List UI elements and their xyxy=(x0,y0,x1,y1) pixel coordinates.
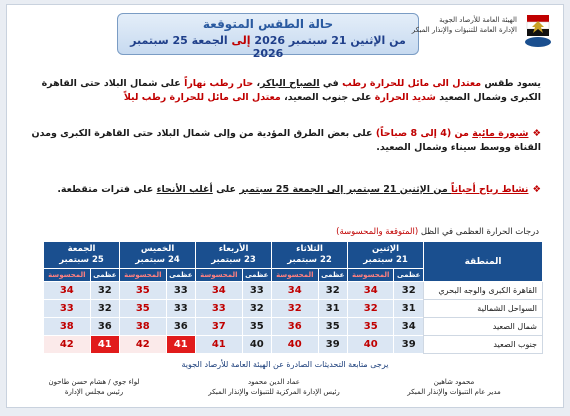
signatory-role: رئيس الإدارة المركزية للتنبؤات والإنذار المبكر xyxy=(208,388,340,396)
feel-temp: 33 xyxy=(44,300,91,318)
feel-temp: 35 xyxy=(120,282,166,300)
max-temp: 32 xyxy=(318,282,348,300)
org-department: الإدارة العامة للتنبؤات والإنذار المبكر xyxy=(411,26,517,34)
p2-text-a: شبورة مائية xyxy=(472,128,529,139)
signature-block xyxy=(199,377,349,397)
max-temp: 39 xyxy=(318,336,348,354)
day-name: الجمعة xyxy=(67,244,96,254)
p3-text-c: على xyxy=(212,184,240,195)
p1-text-c: في xyxy=(319,78,343,89)
feel-temp: 33 xyxy=(196,300,242,318)
weather-bulletin xyxy=(6,4,564,408)
region-name: السواحل الشمالية xyxy=(424,300,543,318)
p3-text-e: على فترات متقطعة. xyxy=(57,184,157,195)
max-temp: 36 xyxy=(166,318,196,336)
date-to-word: إلى xyxy=(231,34,251,47)
p1-text-f: حار رطب نهاراً xyxy=(184,78,254,89)
day-date: 21 سبتمبر xyxy=(363,255,408,265)
feel-temp: 42 xyxy=(120,336,166,354)
max-temp: 31 xyxy=(318,300,348,318)
day-date: 25 سبتمبر xyxy=(59,255,104,265)
p2-text-c: على بعض الطرق المؤدية من وإلى شمال البلاد حتى القاهرة الكبرى ومدن القناة ووسط سيناء وشمال الصعيد. xyxy=(31,128,541,153)
feel-temp: 38 xyxy=(44,318,91,336)
signatures xyxy=(31,377,539,405)
day-date: 24 سبتمبر xyxy=(135,255,180,265)
max-temp: 33 xyxy=(166,282,196,300)
header xyxy=(13,11,557,60)
day-name: الإثنين xyxy=(371,244,400,254)
feel-temp: 34 xyxy=(196,282,242,300)
max-temp: 32 xyxy=(90,300,120,318)
max-temp: 33 xyxy=(242,282,272,300)
feel-temp: 35 xyxy=(348,318,394,336)
max-label: عظمى xyxy=(90,269,120,282)
p1-text-g: على شمال البلاد حتى القاهرة الكبرى وشمال الصعيد xyxy=(41,78,541,103)
p1-text-a: يسود طقس xyxy=(481,78,541,89)
date-to: الجمعة 25 سبتمبر 2026 xyxy=(130,34,284,60)
feel-temp: 42 xyxy=(44,336,91,354)
day-name: الأربعاء xyxy=(218,244,249,254)
day-header xyxy=(348,242,424,269)
paragraph-wind xyxy=(31,183,541,197)
date-from: من الإثنين 21 سبتمبر 2026 xyxy=(254,34,406,47)
org-name: الهيئة العامة للأرصاد الجوية xyxy=(439,16,517,24)
feel-temp: 40 xyxy=(272,336,318,354)
feel-temp: 34 xyxy=(44,282,91,300)
max-label: عظمى xyxy=(394,269,424,282)
table-row xyxy=(44,318,543,336)
table-caption-text: درجات الحرارة العظمى في الظل xyxy=(420,227,539,237)
page-title: حالة الطقس المتوقعة xyxy=(202,17,334,31)
feel-temp: 36 xyxy=(272,318,318,336)
table-caption xyxy=(336,227,539,237)
feel-temp: 37 xyxy=(196,318,242,336)
organization xyxy=(397,15,517,35)
temperature-table xyxy=(43,241,543,354)
title-box xyxy=(117,13,419,60)
max-temp: 39 xyxy=(394,336,424,354)
p1-text-d: الصباح الباكر xyxy=(260,78,320,89)
p1-text-h: شديد الحرارة xyxy=(374,92,436,103)
day-header xyxy=(272,242,348,269)
p3-text-b: من الإثنين 21 سبتمبر إلى الجمعة 25 سبتمبر xyxy=(239,184,452,195)
table-caption-note: (المتوقعة والمحسوسة) xyxy=(336,227,419,237)
max-label: عظمى xyxy=(318,269,348,282)
max-temp: 35 xyxy=(318,318,348,336)
region-column-header: المنطقة xyxy=(424,242,543,282)
feel-temp: 35 xyxy=(120,300,166,318)
region-name: جنوب الصعيد xyxy=(424,336,543,354)
p1-text-e: ، xyxy=(253,78,261,89)
p1-text-i: على جنوب الصعيد، xyxy=(280,92,375,103)
feel-label: المحسوسة xyxy=(196,269,242,282)
feel-temp: 41 xyxy=(196,336,242,354)
paragraph-fog xyxy=(31,127,541,155)
signatory-name: عماد الدين محمود xyxy=(247,378,300,386)
feel-label: المحسوسة xyxy=(120,269,166,282)
p2-text-b: من (4 إلى 8 صباحاً) xyxy=(375,128,473,139)
table-row xyxy=(44,300,543,318)
table-row xyxy=(44,282,543,300)
region-name: القاهرة الكبرى والوجه البحري xyxy=(424,282,543,300)
max-temp: 33 xyxy=(166,300,196,318)
region-name: شمال الصعيد xyxy=(424,318,543,336)
max-temp: 40 xyxy=(242,336,272,354)
day-name: الثلاثاء xyxy=(296,244,323,254)
max-temp: 41 xyxy=(90,336,120,354)
max-label: عظمى xyxy=(242,269,272,282)
paragraph-general xyxy=(31,77,541,105)
signatory-name: لواء جوي / هشام حسن طاحون xyxy=(48,378,140,386)
max-temp: 34 xyxy=(394,318,424,336)
p3-text-a: نشاط رياح أحياناً xyxy=(451,184,529,195)
follow-updates-note: يرجى متابعة التحديثات الصادرة عن الهيئة العامة للأرصاد الجوية xyxy=(181,360,389,369)
max-temp: 31 xyxy=(394,300,424,318)
table-row xyxy=(44,336,543,354)
max-temp: 41 xyxy=(166,336,196,354)
day-name: الخميس xyxy=(140,244,175,254)
diamond-bullet-icon: ❖ xyxy=(532,128,541,139)
eagle-logo-icon xyxy=(521,13,555,49)
feel-label: المحسوسة xyxy=(44,269,91,282)
feel-label: المحسوسة xyxy=(348,269,394,282)
signature-block xyxy=(379,377,529,397)
max-label: عظمى xyxy=(166,269,196,282)
day-date: 22 سبتمبر xyxy=(287,255,332,265)
feel-temp: 32 xyxy=(272,300,318,318)
p1-text-b: معتدل الى مائل للحرارة رطب xyxy=(342,78,482,89)
feel-temp: 32 xyxy=(348,300,394,318)
feel-temp: 34 xyxy=(348,282,394,300)
date-range xyxy=(118,34,418,60)
feel-temp: 40 xyxy=(348,336,394,354)
feel-temp: 38 xyxy=(120,318,166,336)
day-date: 23 سبتمبر xyxy=(211,255,256,265)
day-header xyxy=(196,242,272,269)
day-header xyxy=(120,242,196,269)
diamond-bullet-icon: ❖ xyxy=(532,184,541,195)
max-temp: 32 xyxy=(90,282,120,300)
signature-block xyxy=(19,377,169,397)
signatory-role: مدير عام التنبؤات والإنذار المبكر xyxy=(407,388,501,396)
max-temp: 36 xyxy=(90,318,120,336)
day-header xyxy=(44,242,120,269)
max-temp: 32 xyxy=(242,300,272,318)
signatory-role: رئيس مجلس الإدارة xyxy=(64,388,124,396)
max-temp: 35 xyxy=(242,318,272,336)
signatory-name: محمود شاهين xyxy=(433,378,475,386)
p3-text-d: أغلب الأنحاء xyxy=(156,184,213,195)
max-temp: 32 xyxy=(394,282,424,300)
p1-text-j: معتدل الى مائل للحرارة رطب ليلاً xyxy=(123,92,281,103)
feel-label: المحسوسة xyxy=(272,269,318,282)
feel-temp: 34 xyxy=(272,282,318,300)
